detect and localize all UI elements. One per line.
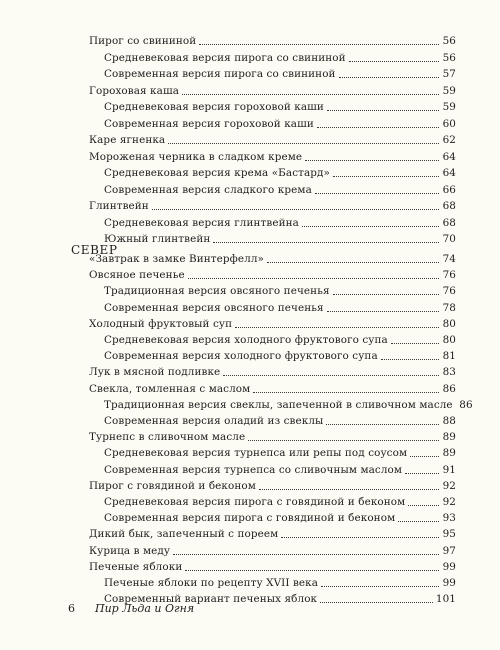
toc-entry-title: Средневековая версия пирога с говядиной и беконом: [104, 496, 406, 508]
dot-leader: [410, 456, 439, 457]
toc-entry: [104, 349, 456, 363]
toc-entry: [104, 183, 456, 197]
toc-entry-title: Свекла, томленная с маслом: [89, 382, 251, 395]
toc-entry-title: Южный глинтвейн: [104, 233, 211, 245]
toc-entry-title: Современный вариант печеных яблок: [104, 593, 318, 606]
toc-entry-title: Каре ягненка: [89, 134, 166, 146]
toc-entry-page: 57: [442, 68, 456, 80]
toc-entry: [104, 398, 473, 412]
dot-leader: [267, 262, 439, 263]
toc-entry-page: 81: [442, 350, 456, 363]
toc-entry: [89, 150, 456, 164]
toc-entry-page: 59: [442, 84, 456, 97]
dot-leader: [398, 521, 439, 522]
toc-entry: [104, 446, 456, 460]
toc-entry-title: Современная версия гороховой каши: [104, 117, 314, 130]
toc-entry-page: 56: [442, 35, 456, 47]
toc-entry-page: 83: [442, 366, 456, 379]
toc-entry-page: 101: [435, 593, 456, 606]
toc-entry-title: Печеные яблоки: [89, 560, 183, 573]
toc-entry: [89, 252, 456, 266]
toc-entry-page: 95: [442, 528, 456, 541]
toc-entry-page: 76: [442, 285, 456, 298]
toc-entry-page: 97: [442, 544, 456, 557]
toc-entry-title: Современная версия холодного фруктового супа: [104, 350, 378, 363]
toc-entry: [89, 527, 456, 541]
dot-leader: [259, 489, 439, 490]
toc-entry-title: Турнепс в сливочном масле: [89, 431, 246, 444]
toc-entry-title: Традиционная версия овсяного печенья: [104, 285, 330, 298]
toc-entry: [89, 544, 456, 558]
toc-entry: [89, 34, 456, 48]
toc-entry: [89, 317, 456, 331]
toc-entry: [89, 479, 456, 493]
dot-leader: [305, 160, 439, 161]
dot-leader: [333, 294, 439, 295]
page-footer: [0, 602, 500, 618]
dot-leader: [405, 473, 439, 474]
toc-entry-page: 64: [442, 150, 456, 163]
dot-leader: [173, 554, 439, 555]
toc-entry: [104, 166, 456, 180]
dot-leader: [349, 61, 439, 62]
dot-leader: [185, 570, 439, 571]
toc-entry-page: 68: [442, 216, 456, 229]
toc-entry: [104, 511, 456, 525]
toc-entry: [104, 576, 456, 590]
toc-entry-title: Лук в мясной подливке: [89, 366, 221, 379]
toc-entry-title: Глинтвейн: [89, 200, 149, 212]
toc-entry-title: Современная версия пирога со свининой: [104, 68, 336, 80]
toc-entry: [104, 463, 456, 477]
toc-entry-title: Современная версия турнепса со сливочным маслом: [104, 463, 403, 476]
toc-entry: [104, 117, 456, 131]
toc-entry-page: 86: [459, 398, 473, 411]
toc-entry: [104, 216, 456, 230]
toc-entry: [104, 67, 456, 81]
dot-leader: [302, 226, 439, 227]
toc-entry-title: Современная версия сладкого крема: [104, 183, 312, 196]
toc-entry-title: Современная версия оладий из свеклы: [104, 415, 324, 427]
dot-leader: [281, 537, 439, 538]
toc-entry-title: Холодный фруктовый суп: [89, 317, 233, 330]
toc-entry-page: 76: [442, 269, 456, 282]
toc-entry: [104, 100, 456, 114]
dot-leader: [253, 392, 439, 393]
dot-leader: [213, 242, 439, 243]
toc-entry-title: «Завтрак в замке Винтерфелл»: [89, 253, 264, 265]
toc-entry-title: Пирог со свининой: [89, 35, 197, 47]
book-title: Пир Льда и Огня: [95, 602, 195, 615]
toc-entry-page: 74: [442, 253, 456, 265]
section-title: СЕВЕР: [71, 243, 118, 257]
toc-entry-title: Мороженая черника в сладком креме: [89, 150, 303, 163]
toc-entry: [104, 284, 456, 298]
toc-entry-title: Курица в меду: [89, 544, 171, 557]
toc-entry-title: Гороховая каша: [89, 84, 180, 97]
toc-entry-page: 68: [442, 200, 456, 212]
dot-leader: [391, 343, 439, 344]
dot-leader: [381, 359, 439, 360]
toc-entry: [89, 199, 456, 213]
dot-leader: [248, 440, 439, 441]
toc-entry: [89, 84, 456, 98]
toc-entry-title: Дикий бык, запеченный с пореем: [89, 528, 279, 541]
toc-entry-page: 89: [442, 431, 456, 444]
dot-leader: [317, 127, 439, 128]
dot-leader: [199, 44, 439, 45]
toc-entry-title: Средневековая версия глинтвейна: [104, 216, 299, 229]
toc-entry: [89, 133, 456, 147]
toc-entry-title: Средневековая версия турнепса или репы под соусом: [104, 447, 408, 460]
toc-entry: [89, 268, 456, 282]
toc-entry: [104, 414, 456, 428]
toc-entry: [104, 232, 456, 246]
page-number: 6: [68, 602, 75, 615]
toc-entry-page: 91: [442, 463, 456, 476]
toc-entry-title: Средневековая версия крема «Бастард»: [104, 167, 330, 179]
dot-leader: [327, 311, 439, 312]
toc-entry-page: 70: [442, 233, 456, 245]
toc-entry-title: Современная версия овсяного печенья: [104, 301, 324, 314]
toc-entry: [104, 333, 456, 347]
toc-entry-title: Пирог с говядиной и беконом: [89, 479, 256, 492]
dot-leader: [152, 209, 439, 210]
toc-entry-page: 64: [442, 167, 456, 179]
toc-entry-page: 80: [442, 317, 456, 330]
dot-leader: [326, 424, 439, 425]
dot-leader: [321, 586, 439, 587]
dot-leader: [315, 193, 439, 194]
dot-leader: [333, 176, 439, 177]
toc-entry-page: 80: [442, 334, 456, 346]
dot-leader: [235, 327, 439, 328]
toc-entry-page: 78: [442, 301, 456, 314]
toc-entry-page: 59: [442, 101, 456, 113]
toc-entry-title: Средневековая версия холодного фруктового супа: [104, 334, 388, 346]
toc-entry-page: 62: [442, 134, 456, 146]
toc-entry-title: Средневековая версия гороховой каши: [104, 101, 324, 113]
toc-entry: [89, 382, 456, 396]
dot-leader: [327, 110, 439, 111]
dot-leader: [339, 77, 439, 78]
toc-entry-page: 56: [442, 51, 456, 64]
toc-entry: [89, 365, 456, 379]
toc-entry-page: 60: [442, 117, 456, 130]
toc-entry-title: Традиционная версия свеклы, запеченной в сливочном масле: [104, 398, 453, 411]
dot-leader: [182, 94, 439, 95]
toc-entry-page: 92: [442, 479, 456, 492]
toc-entry-title: Средневековая версия пирога со свининой: [104, 51, 346, 64]
toc-entry-page: 89: [442, 447, 456, 460]
toc-entry: [89, 430, 456, 444]
toc-entry-page: 99: [442, 560, 456, 573]
toc-entry: [89, 560, 456, 574]
dot-leader: [168, 143, 439, 144]
toc-entry-title: Овсяное печенье: [89, 269, 185, 282]
toc-entry-page: 93: [442, 512, 456, 525]
dot-leader: [408, 505, 439, 506]
toc-entry: [104, 301, 456, 315]
toc-entry-page: 92: [442, 496, 456, 508]
toc-entry-page: 99: [442, 577, 456, 589]
dot-leader: [188, 278, 439, 279]
toc-entry-page: 88: [442, 415, 456, 427]
toc-entry: [104, 495, 456, 509]
toc-entry-page: 66: [442, 183, 456, 196]
toc-entry-title: Современная версия пирога с говядиной и беконом: [104, 512, 396, 525]
toc-entry-title: Печеные яблоки по рецепту XVII века: [104, 577, 319, 589]
toc-entry: [104, 51, 456, 65]
toc-entry-page: 86: [442, 382, 456, 395]
dot-leader: [223, 375, 439, 376]
